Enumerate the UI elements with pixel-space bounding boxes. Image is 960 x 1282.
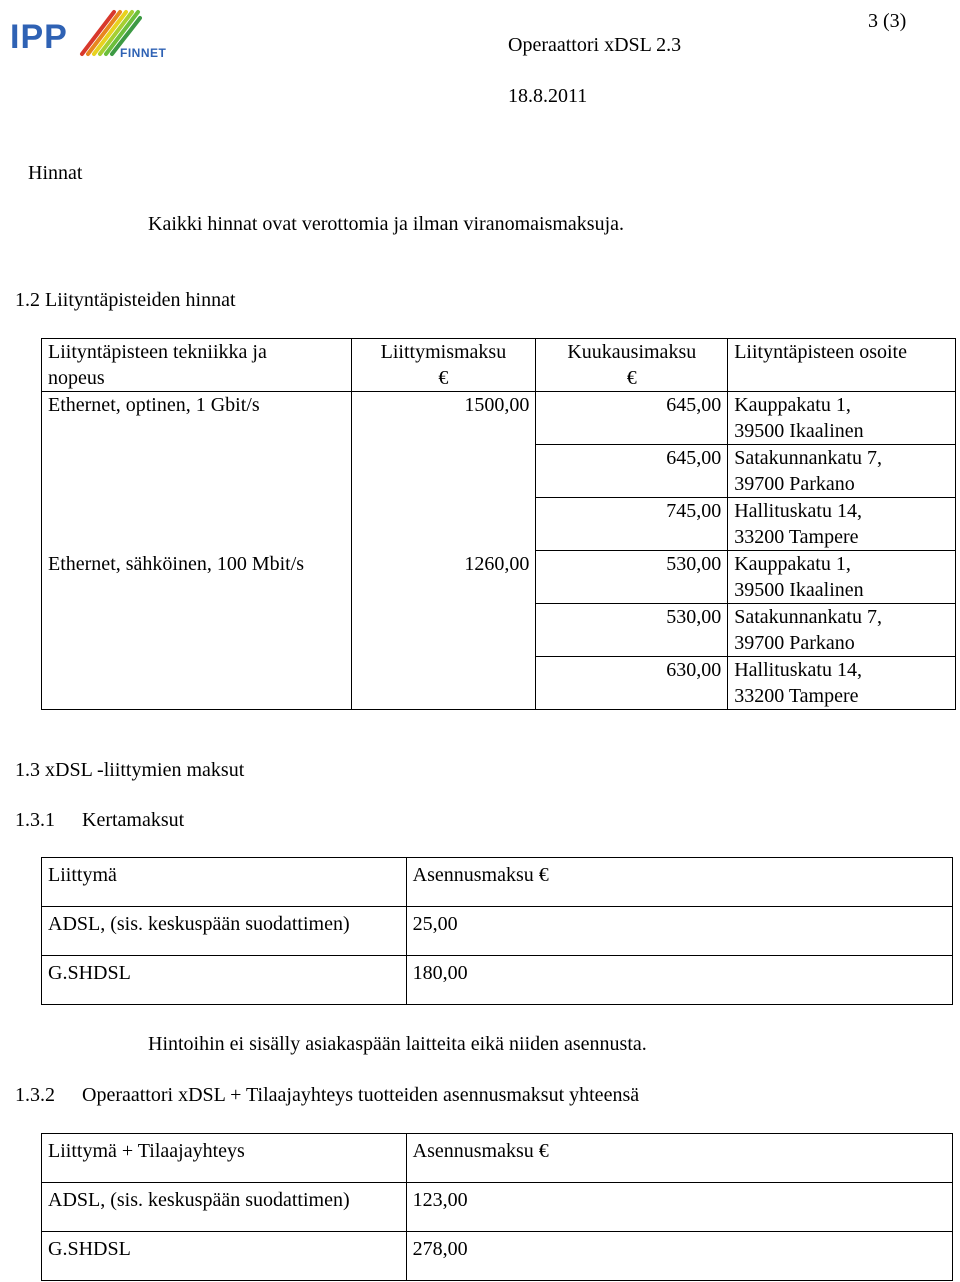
subsection-title-1-3-2: Operaattori xDSL + Tilaajayhteys tuotteiden asennusmaksut yhteensä xyxy=(82,1084,640,1106)
install-fee-cell: 180,00 xyxy=(406,956,952,1005)
monthly-fee-cell: 530,00 xyxy=(536,604,728,657)
table-row xyxy=(42,604,956,657)
header-tech: Liityntäpisteen tekniikka ja nopeus xyxy=(42,339,352,392)
install-fee-cell: 278,00 xyxy=(406,1232,952,1281)
address-cell: Kauppakatu 1, 39500 Ikaalinen xyxy=(728,392,956,445)
document-title: Operaattori xDSL 2.3 xyxy=(508,34,682,56)
table-row xyxy=(42,551,956,604)
connection-cell: ADSL, (sis. keskuspään suodattimen) xyxy=(42,1183,407,1232)
page-number: 3 (3) xyxy=(868,10,907,32)
monthly-fee-cell: 645,00 xyxy=(536,392,728,445)
table-header-row xyxy=(42,1134,953,1183)
monthly-fee-cell: 530,00 xyxy=(536,551,728,604)
table-row xyxy=(42,392,956,445)
one-time-fee-table xyxy=(41,857,953,1005)
table-row xyxy=(42,956,953,1005)
equipment-note: Hintoihin ei sisälly asiakaspään laitteita eikä niiden asennusta. xyxy=(148,1033,647,1055)
header-connection: Liittymä xyxy=(42,858,407,907)
table-row xyxy=(42,657,956,710)
install-fee-cell: 123,00 xyxy=(406,1183,952,1232)
address-cell: Satakunnankatu 7, 39700 Parkano xyxy=(728,604,956,657)
access-point-price-table xyxy=(41,338,956,710)
address-cell: Kauppakatu 1, 39500 Ikaalinen xyxy=(728,551,956,604)
table-header-row xyxy=(42,339,956,392)
section-heading-1-2: 1.2 Liityntäpisteiden hinnat xyxy=(15,289,236,311)
header-address: Liityntäpisteen osoite xyxy=(728,339,956,392)
connection-cell: ADSL, (sis. keskuspään suodattimen) xyxy=(42,907,407,956)
section-heading-1-3: 1.3 xDSL -liittymien maksut xyxy=(15,759,245,781)
subsection-number-1-3-2: 1.3.2 xyxy=(15,1084,55,1106)
prices-note: Kaikki hinnat ovat verottomia ja ilman viranomaismaksuja. xyxy=(148,213,624,235)
connection-cell: G.SHDSL xyxy=(42,1232,407,1281)
document-date: 18.8.2011 xyxy=(508,85,588,107)
address-cell: Satakunnankatu 7, 39700 Parkano xyxy=(728,445,956,498)
table-row xyxy=(42,907,953,956)
table-header-row xyxy=(42,858,953,907)
tech-cell: Ethernet, sähköinen, 100 Mbit/s xyxy=(42,551,352,604)
logo-subtext: FINNET xyxy=(120,46,167,60)
tech-cell: Ethernet, optinen, 1 Gbit/s xyxy=(42,392,352,445)
table-row xyxy=(42,1183,953,1232)
header-join-fee: Liittymismaksu € xyxy=(351,339,536,392)
header-connection: Liittymä + Tilaajayhteys xyxy=(42,1134,407,1183)
address-cell: Hallituskatu 14, 33200 Tampere xyxy=(728,657,956,710)
header-install-fee: Asennusmaksu € xyxy=(406,858,952,907)
subsection-title-1-3-1: Kertamaksut xyxy=(82,809,185,831)
monthly-fee-cell: 630,00 xyxy=(536,657,728,710)
table-row xyxy=(42,1232,953,1281)
monthly-fee-cell: 745,00 xyxy=(536,498,728,551)
logo-text: IPP xyxy=(10,18,68,56)
header-install-fee: Asennusmaksu € xyxy=(406,1134,952,1183)
connection-cell: G.SHDSL xyxy=(42,956,407,1005)
table-row xyxy=(42,498,956,551)
subsection-number-1-3-1: 1.3.1 xyxy=(15,809,55,831)
header-monthly-fee: Kuukausimaksu € xyxy=(536,339,728,392)
combined-install-fee-table xyxy=(41,1133,953,1281)
finnet-ipp-logo xyxy=(8,6,178,66)
join-fee-cell: 1260,00 xyxy=(351,551,536,604)
install-fee-cell: 25,00 xyxy=(406,907,952,956)
address-cell: Hallituskatu 14, 33200 Tampere xyxy=(728,498,956,551)
monthly-fee-cell: 645,00 xyxy=(536,445,728,498)
join-fee-cell: 1500,00 xyxy=(351,392,536,445)
table-row xyxy=(42,445,956,498)
section-heading-prices: Hinnat xyxy=(28,162,83,184)
